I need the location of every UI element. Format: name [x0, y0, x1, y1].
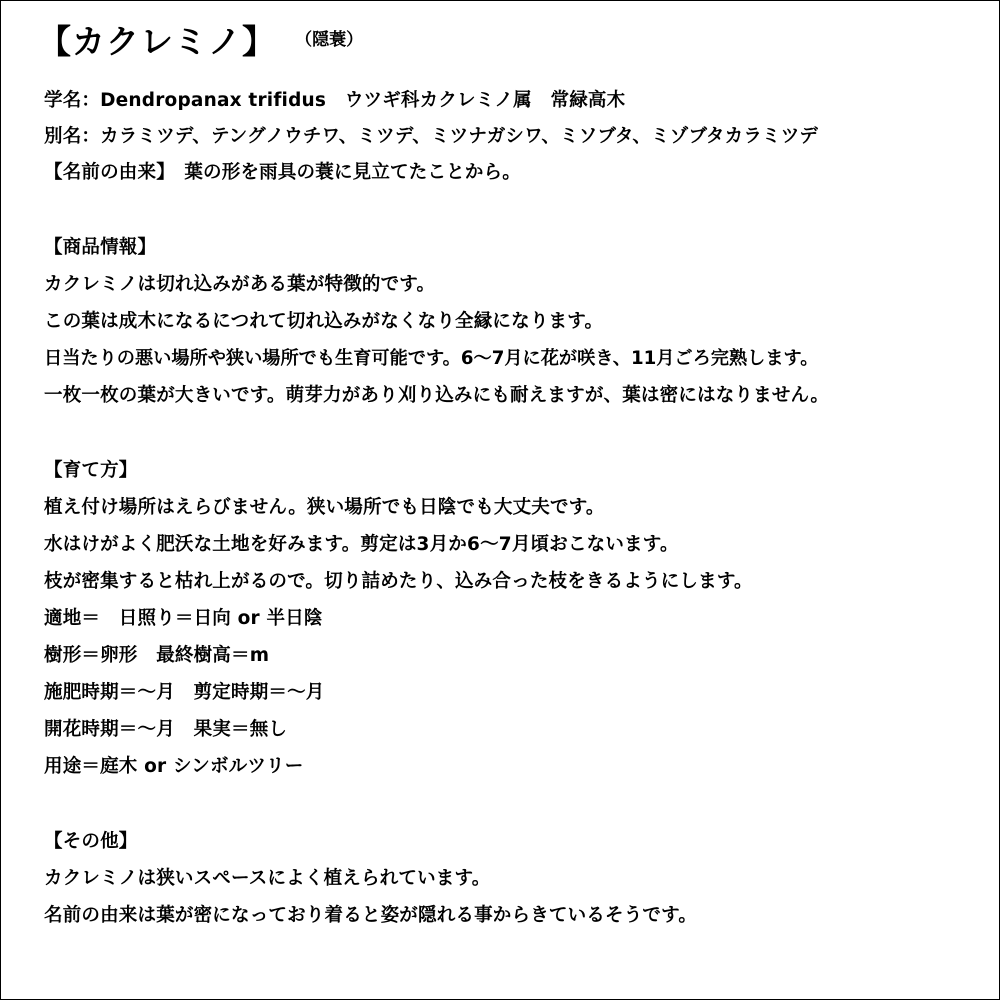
alias-line: 別名：カラミツデ、テングノウチワ、ミツデ、ミツナガシワ、ミソブタ、ミゾブタカラミツデ: [44, 126, 819, 147]
care-line: 枝が密集すると枯れ上がるので。切り詰めたり、込み合った枝をきるようにします。: [44, 571, 753, 592]
product-info-line: カクレミノは切れ込みがある葉が特徴的です。: [44, 274, 436, 295]
product-info-line: 一枚一枚の葉が大きいです。萌芽力があり刈り込みにも耐えますが、葉は密にはなりません。: [44, 385, 830, 406]
other-line: カクレミノは狭いスペースによく植えられています。: [44, 868, 491, 889]
care-spec-line: 開花時期＝～月 果実＝無し: [44, 719, 288, 740]
care-spec-line: 施肥時期＝～月 剪定時期＝～月: [44, 682, 325, 703]
care-spec-line: 適地＝ 日照り＝日向 or 半日陰: [44, 608, 323, 629]
care-spec-line: 樹形＝卵形 最終樹高＝m: [44, 645, 270, 666]
page-title-reading: （隠蓑）: [295, 30, 364, 50]
product-info-line: 日当たりの悪い場所や狭い場所でも生育可能です。6～7月に花が咲き、11月ごろ完熟します。: [44, 348, 819, 369]
product-info-heading: 【商品情報】: [44, 237, 157, 258]
scientific-name-line: 学名：Dendropanax trifidus ウツギ科カクレミノ属 常緑高木: [44, 90, 626, 111]
care-heading: 【育て方】: [44, 460, 138, 481]
other-heading: 【その他】: [44, 831, 138, 852]
name-origin-line: 【名前の由来】 葉の形を雨具の蓑に見立てたことから。: [44, 162, 521, 183]
care-spec-line: 用途＝庭木 or シンボルツリー: [44, 756, 304, 777]
care-line: 水はけがよく肥沃な土地を好みます。剪定は3月か6～7月頃おこないます。: [44, 534, 679, 555]
title-row: [38, 16, 363, 63]
care-line: 植え付け場所はえらびません。狭い場所でも日陰でも大丈夫です。: [44, 497, 605, 518]
other-line: 名前の由来は葉が密になっており着ると姿が隠れる事からきているそうです。: [44, 905, 698, 926]
page-title: 【カクレミノ】: [38, 22, 276, 61]
product-info-line: この葉は成木になるにつれて切れ込みがなくなり全縁になります。: [44, 311, 604, 332]
